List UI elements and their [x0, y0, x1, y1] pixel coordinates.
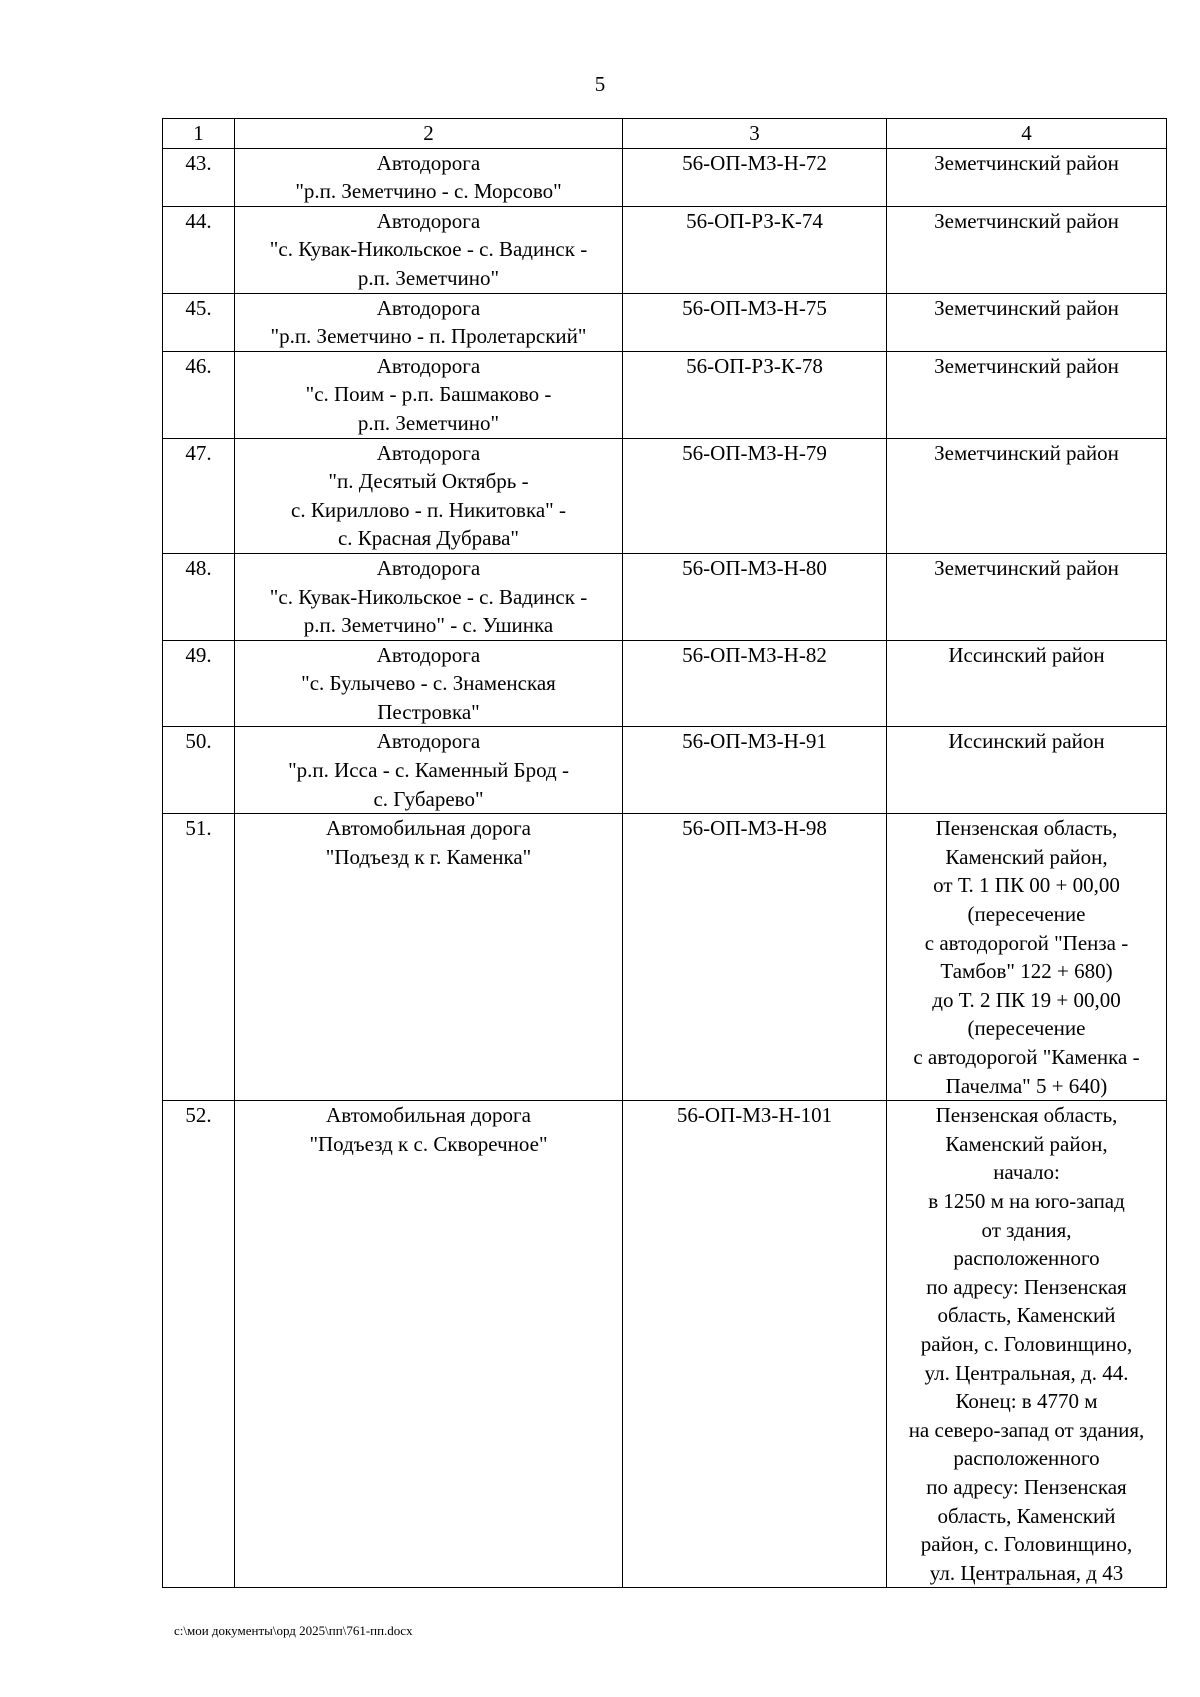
road-name-line: Автомобильная дорога — [326, 816, 531, 841]
road-name-cell — [235, 293, 623, 351]
location-line: Пензенская область, — [935, 1103, 1118, 1128]
location-cell — [887, 293, 1167, 351]
road-name-line: Автодорога — [376, 208, 481, 233]
road-name-line: Автомобильная дорога — [326, 1103, 531, 1128]
road-name-line: "р.п. Земетчино - с. Морсово" — [295, 179, 562, 204]
table-row — [163, 814, 1167, 1101]
header-cell: 4 — [887, 119, 1167, 149]
file-path-footer: c:\мои документы\орд 2025\пп\761-пп.docx — [174, 1623, 413, 1638]
road-name-line: "р.п. Земетчино - п. Пролетарский" — [270, 324, 587, 349]
road-code: 56-ОП-МЗ-Н-91 — [623, 727, 887, 814]
location-line: от Т. 1 ПК 00 + 00,00 — [933, 873, 1120, 898]
location-line: Иссинский район — [948, 642, 1105, 667]
location-line: на северо-запад от здания, — [908, 1417, 1145, 1442]
location-line: от здания, — [981, 1217, 1072, 1242]
location-cell — [887, 553, 1167, 640]
road-name-cell — [235, 1101, 623, 1588]
road-name-line: "Подъезд к г. Каменка" — [325, 844, 532, 869]
location-line: с автодорогой "Каменка - — [913, 1045, 1140, 1069]
road-name-line: Автодорога — [376, 150, 481, 175]
road-name-line: "с. Булычево - с. Знаменская — [301, 671, 556, 696]
header-cell: 1 — [163, 119, 235, 149]
location-line: район, с. Головинщино, — [920, 1331, 1133, 1356]
road-name-cell — [235, 640, 623, 727]
location-cell — [887, 351, 1167, 438]
location-line: Земетчинский район — [934, 353, 1119, 378]
road-name-line: "р.п. Исса - с. Каменный Брод - — [288, 758, 569, 783]
road-name-line: "с. Поим - р.п. Башмаково - — [305, 382, 552, 407]
road-code: 56-ОП-МЗ-Н-79 — [623, 438, 887, 553]
road-name-line: Автодорога — [376, 555, 481, 580]
location-line: Земетчинский район — [934, 440, 1119, 465]
location-line: начало: — [993, 1160, 1060, 1185]
table-row — [163, 351, 1167, 438]
road-code: 56-ОП-РЗ-К-74 — [623, 206, 887, 293]
location-cell — [887, 640, 1167, 727]
location-cell — [887, 814, 1167, 1101]
row-number: 47. — [163, 438, 235, 553]
road-code: 56-ОП-МЗ-Н-80 — [623, 553, 887, 640]
location-line: (пересечение — [967, 902, 1086, 927]
road-name-line: "с. Кувак-Никольское - с. Вадинск - — [269, 237, 588, 262]
road-name-line: Автодорога — [376, 440, 481, 465]
road-name-line: р.п. Земетчино" - с. Ушинка — [303, 613, 554, 638]
table-row — [163, 640, 1167, 727]
header-row — [163, 119, 1167, 149]
table-row — [163, 553, 1167, 640]
road-name-cell — [235, 814, 623, 1101]
location-cell — [887, 206, 1167, 293]
road-name-line: Автодорога — [376, 353, 481, 378]
row-number: 52. — [163, 1101, 235, 1588]
road-name-line: с. Губарево" — [373, 786, 484, 811]
row-number: 46. — [163, 351, 235, 438]
location-line: в 1250 м на юго-запад — [928, 1188, 1125, 1213]
table-row — [163, 1101, 1167, 1588]
road-name-line: "п. Десятый Октябрь - — [328, 469, 529, 494]
location-cell — [887, 727, 1167, 814]
road-code: 56-ОП-МЗ-Н-101 — [623, 1101, 887, 1588]
road-name-line: "с. Кувак-Никольское - с. Вадинск - — [269, 584, 588, 609]
location-line: ул. Центральная, д 43 — [929, 1560, 1124, 1585]
location-line: Земетчинский район — [934, 150, 1119, 175]
road-name-line: р.п. Земетчино" — [357, 410, 500, 435]
road-name-cell — [235, 553, 623, 640]
location-line: Тамбов" 122 + 680) — [940, 959, 1113, 984]
location-line: Земетчинский район — [934, 208, 1119, 233]
location-line: Пачелма" 5 + 640) — [945, 1073, 1108, 1098]
location-cell — [887, 148, 1167, 206]
table-row — [163, 438, 1167, 553]
location-cell — [887, 438, 1167, 553]
location-line: расположенного — [953, 1446, 1100, 1471]
location-line: (пересечение — [967, 1016, 1086, 1041]
header-cell: 3 — [623, 119, 887, 149]
table-row — [163, 293, 1167, 351]
road-name-line: Пестровка" — [377, 699, 480, 724]
location-line: Конец: в 4770 м — [955, 1389, 1098, 1414]
location-line: район, с. Головинщино, — [920, 1532, 1133, 1557]
row-number: 51. — [163, 814, 235, 1101]
location-line: Иссинский район — [948, 729, 1105, 754]
road-name-line: "Подъезд к с. Скворечное" — [309, 1131, 548, 1156]
location-line: до Т. 2 ПК 19 + 00,00 — [932, 987, 1121, 1012]
road-name-line: Автодорога — [376, 729, 481, 754]
location-line: по адресу: Пензенская — [926, 1274, 1127, 1299]
location-line: Земетчинский район — [934, 555, 1119, 580]
location-line: Каменский район, — [945, 844, 1108, 869]
road-name-line: с. Красная Дубрава" — [337, 526, 520, 551]
location-line: Пензенская область, — [935, 816, 1118, 841]
road-code: 56-ОП-МЗ-Н-98 — [623, 814, 887, 1101]
location-line: по адресу: Пензенская — [926, 1474, 1127, 1499]
row-number: 48. — [163, 553, 235, 640]
roads-table — [162, 118, 1167, 1588]
row-number: 43. — [163, 148, 235, 206]
table-row — [163, 148, 1167, 206]
header-cell: 2 — [235, 119, 623, 149]
road-name-cell — [235, 438, 623, 553]
location-line: расположенного — [953, 1246, 1100, 1271]
location-cell — [887, 1101, 1167, 1588]
row-number: 45. — [163, 293, 235, 351]
road-code: 56-ОП-МЗ-Н-72 — [623, 148, 887, 206]
row-number: 50. — [163, 727, 235, 814]
location-line: Земетчинский район — [934, 295, 1119, 320]
table-body — [163, 148, 1167, 1588]
road-name-cell — [235, 206, 623, 293]
page-number: 5 — [594, 72, 606, 96]
location-line: область, Каменский — [937, 1503, 1116, 1528]
location-line: Каменский район, — [945, 1131, 1108, 1156]
row-number: 49. — [163, 640, 235, 727]
road-code: 56-ОП-РЗ-К-78 — [623, 351, 887, 438]
row-number: 44. — [163, 206, 235, 293]
location-line: ул. Центральная, д. 44. — [924, 1360, 1129, 1385]
road-name-line: Автодорога — [376, 295, 481, 320]
road-name-line: Автодорога — [376, 642, 481, 667]
road-code: 56-ОП-МЗ-Н-82 — [623, 640, 887, 727]
road-name-cell — [235, 148, 623, 206]
road-name-cell — [235, 727, 623, 814]
road-code: 56-ОП-МЗ-Н-75 — [623, 293, 887, 351]
location-line: с автодорогой "Пенза - — [924, 930, 1129, 955]
road-name-line: с. Кириллово - п. Никитовка" - — [291, 497, 566, 522]
road-name-cell — [235, 351, 623, 438]
table-row — [163, 727, 1167, 814]
road-name-line: р.п. Земетчино" — [357, 265, 500, 290]
table-row — [163, 206, 1167, 293]
location-line: область, Каменский — [937, 1303, 1116, 1328]
